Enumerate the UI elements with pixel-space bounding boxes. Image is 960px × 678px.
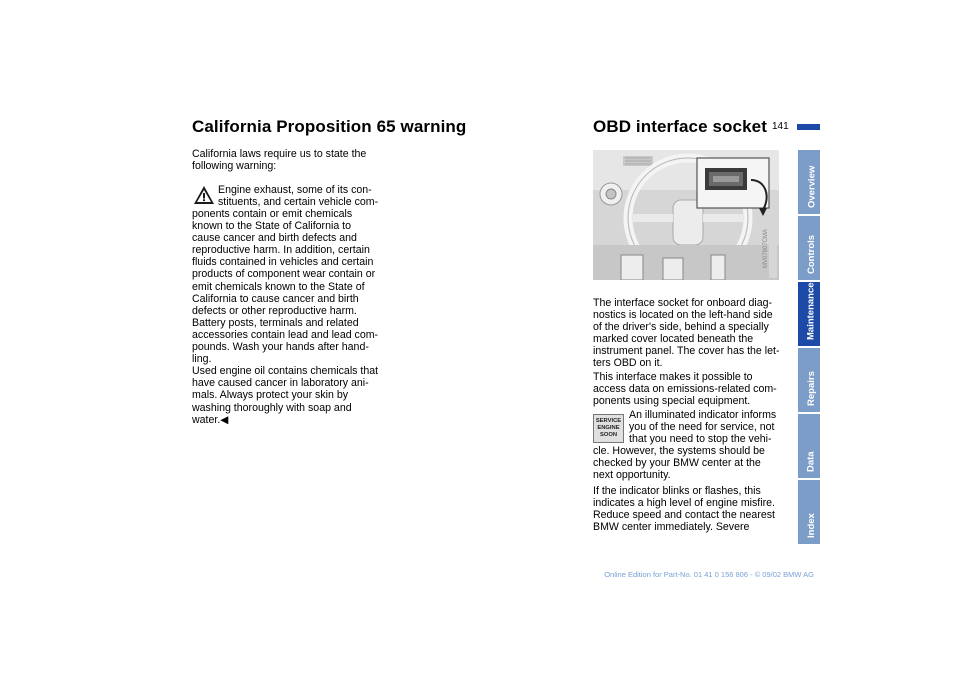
prop65-warning-body: ponents contain or emit chemicals known to the State of California to cause cancer and birth defects and reproductive harm. In addition, certain fluids contained in vehicles and certain products of component wear contain or emit chemicals known to the State of California to cause cancer and birth defects or other reproductive harm. Battery posts, terminals and related accessories contain lead and lead com- pounds. Wash your hands after hand- ling. Used engine oil contains chemicals that have caused cancer in laboratory ani- mals. Always protect your skin by washing thoroughly with soap and water.◀	[192, 208, 379, 426]
tab-label: Controls	[806, 234, 817, 274]
tab-overview[interactable]	[798, 150, 820, 214]
tab-maintenance[interactable]	[798, 282, 820, 346]
warning-triangle-icon	[193, 184, 215, 206]
tab-label: Index	[806, 513, 817, 538]
tab-label: Maintenance	[806, 282, 817, 340]
obd-para-misfire: If the indicator blinks or flashes, this indicates a high level of engine misfire. Reduce speed and contact the nearest BMW center immediately. Severe	[593, 485, 775, 534]
indicator-label-1: SERVICE	[595, 418, 622, 424]
indicator-label-3: SOON	[599, 432, 618, 438]
obd-socket-illustration	[593, 150, 779, 280]
tab-data[interactable]	[798, 414, 820, 478]
service-engine-soon-icon	[593, 414, 624, 443]
figure-code: MV07807CMA	[763, 228, 769, 268]
obd-para-location: The interface socket for onboard diag- nostics is located on the left-hand side of the driver's side, behind a specially marked cover located beneath the instrument panel. The cover has the let- ters OBD on it.	[593, 297, 780, 370]
obd-para-indicator-indented: An illuminated indicator informs you of the need for service, not that you need to stop the vehi-	[629, 409, 777, 446]
section-heading-prop65: California Proposition 65 warning	[192, 117, 467, 136]
tab-repairs[interactable]	[798, 348, 820, 412]
dashboard-drawing	[593, 150, 779, 280]
section-heading-obd: OBD interface socket	[593, 117, 767, 136]
tab-controls[interactable]	[798, 216, 820, 280]
obd-para-access: This interface makes it possible to access data on emissions-related com- ponents using special equipment.	[593, 371, 777, 408]
page-number: 141	[772, 121, 789, 132]
tab-index[interactable]	[798, 480, 820, 544]
page-number-bar	[797, 124, 820, 130]
footer-edition-note: Online Edition for Part-No. 01 41 0 156 806 - © 09/02 BMW AG	[604, 570, 814, 579]
prop65-intro: California laws require us to state the following warning:	[192, 148, 367, 173]
obd-para-indicator-body: cle. However, the systems should be checked by your BMW center at the next opportunity.	[593, 445, 765, 482]
tab-label: Repairs	[806, 371, 817, 406]
tab-label: Data	[806, 451, 817, 472]
tab-label: Overview	[806, 165, 817, 208]
prop65-warning-indented: Engine exhaust, some of its con- stituents, and certain vehicle com-	[218, 184, 379, 209]
indicator-label-2: ENGINE	[597, 425, 620, 431]
chapter-tabs	[798, 150, 820, 544]
